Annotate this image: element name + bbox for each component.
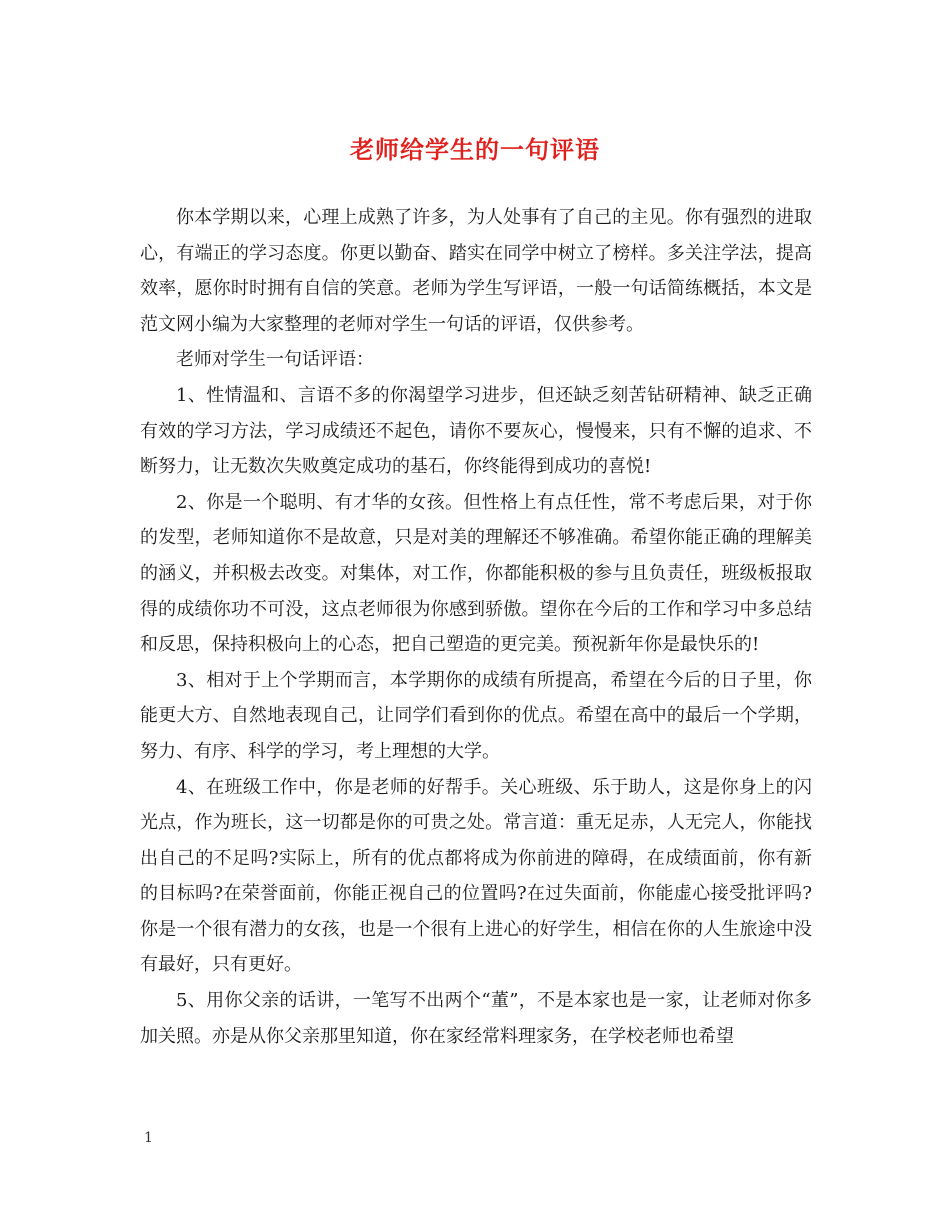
paragraph-item-3: 3、相对于上个学期而言，本学期你的成绩有所提高，希望在今后的日子里，你能更大方、自然地表现自己，让同学们看到你的优点。希望在高中的最后一个学期，努力、有序、科学的学习，考上理想的大学。 (140, 669, 812, 762)
document-title: 老师给学生的一句评语 (350, 135, 600, 164)
paragraph-heading: 老师对学生一句话评语： (176, 349, 374, 371)
paragraph-item-2: 2、你是一个聪明、有才华的女孩。但性格上有点任性，常不考虑后果，对于你的发型，老师知道你不是故意，只是对美的理解还不够准确。希望你能正确的理解美的涵义，并积极去改变。对集体，对工作，你都能积极的参与且负责任，班级板报取得的成绩你功不可没，这点老师很为你感到骄傲。望你在今后的工作和学习中多总结和反思，保持积极向上的心态，把自己塑造的更完美。预祝新年你是最快乐的! (140, 491, 812, 656)
document-body (140, 200, 812, 1054)
paragraph-item-1: 1、性情温和、言语不多的你渴望学习进步，但还缺乏刻苦钻研精神、缺乏正确有效的学习方法，学习成绩还不起色，请你不要灰心，慢慢来，只有不懈的追求、不断努力，让无数次失败奠定成功的基石，你终能得到成功的喜悦! (140, 384, 812, 478)
paragraph-item-4: 4、在班级工作中，你是老师的好帮手。关心班级、乐于助人，这是你身上的闪光点，作为班长，这一切都是你的可贵之处。常言道：重无足赤，人无完人，你能找出自己的不足吗?实际上，所有的优点都将成为你前进的障碍，在成绩面前，你有新的目标吗?在荣誉面前，你能正视自己的位置吗?在过失面前，你能虚心接受批评吗?你是一个很有潜力的女孩，也是一个很有上进心的好学生，相信在你的人生旅途中没有最好，只有更好。 (140, 776, 812, 976)
paragraph-item-5: 5、用你父亲的话讲，一笔写不出两个“董”，不是本家也是一家，让老师对你多加关照。亦是从你父亲那里知道，你在家经常料理家务，在学校老师也希望 (140, 990, 812, 1047)
page-number: 1 (144, 1130, 153, 1146)
paragraph-intro: 你本学期以来，心理上成熟了许多，为人处事有了自己的主见。你有强烈的进取心，有端正的学习态度。你更以勤奋、踏实在同学中树立了榜样。多关注学法，提高效率，愿你时时拥有自信的笑意。老师为学生写评语，一般一句话简练概括，本文是范文网小编为大家整理的老师对学生一句话的评语，仅供参考。 (140, 207, 812, 335)
